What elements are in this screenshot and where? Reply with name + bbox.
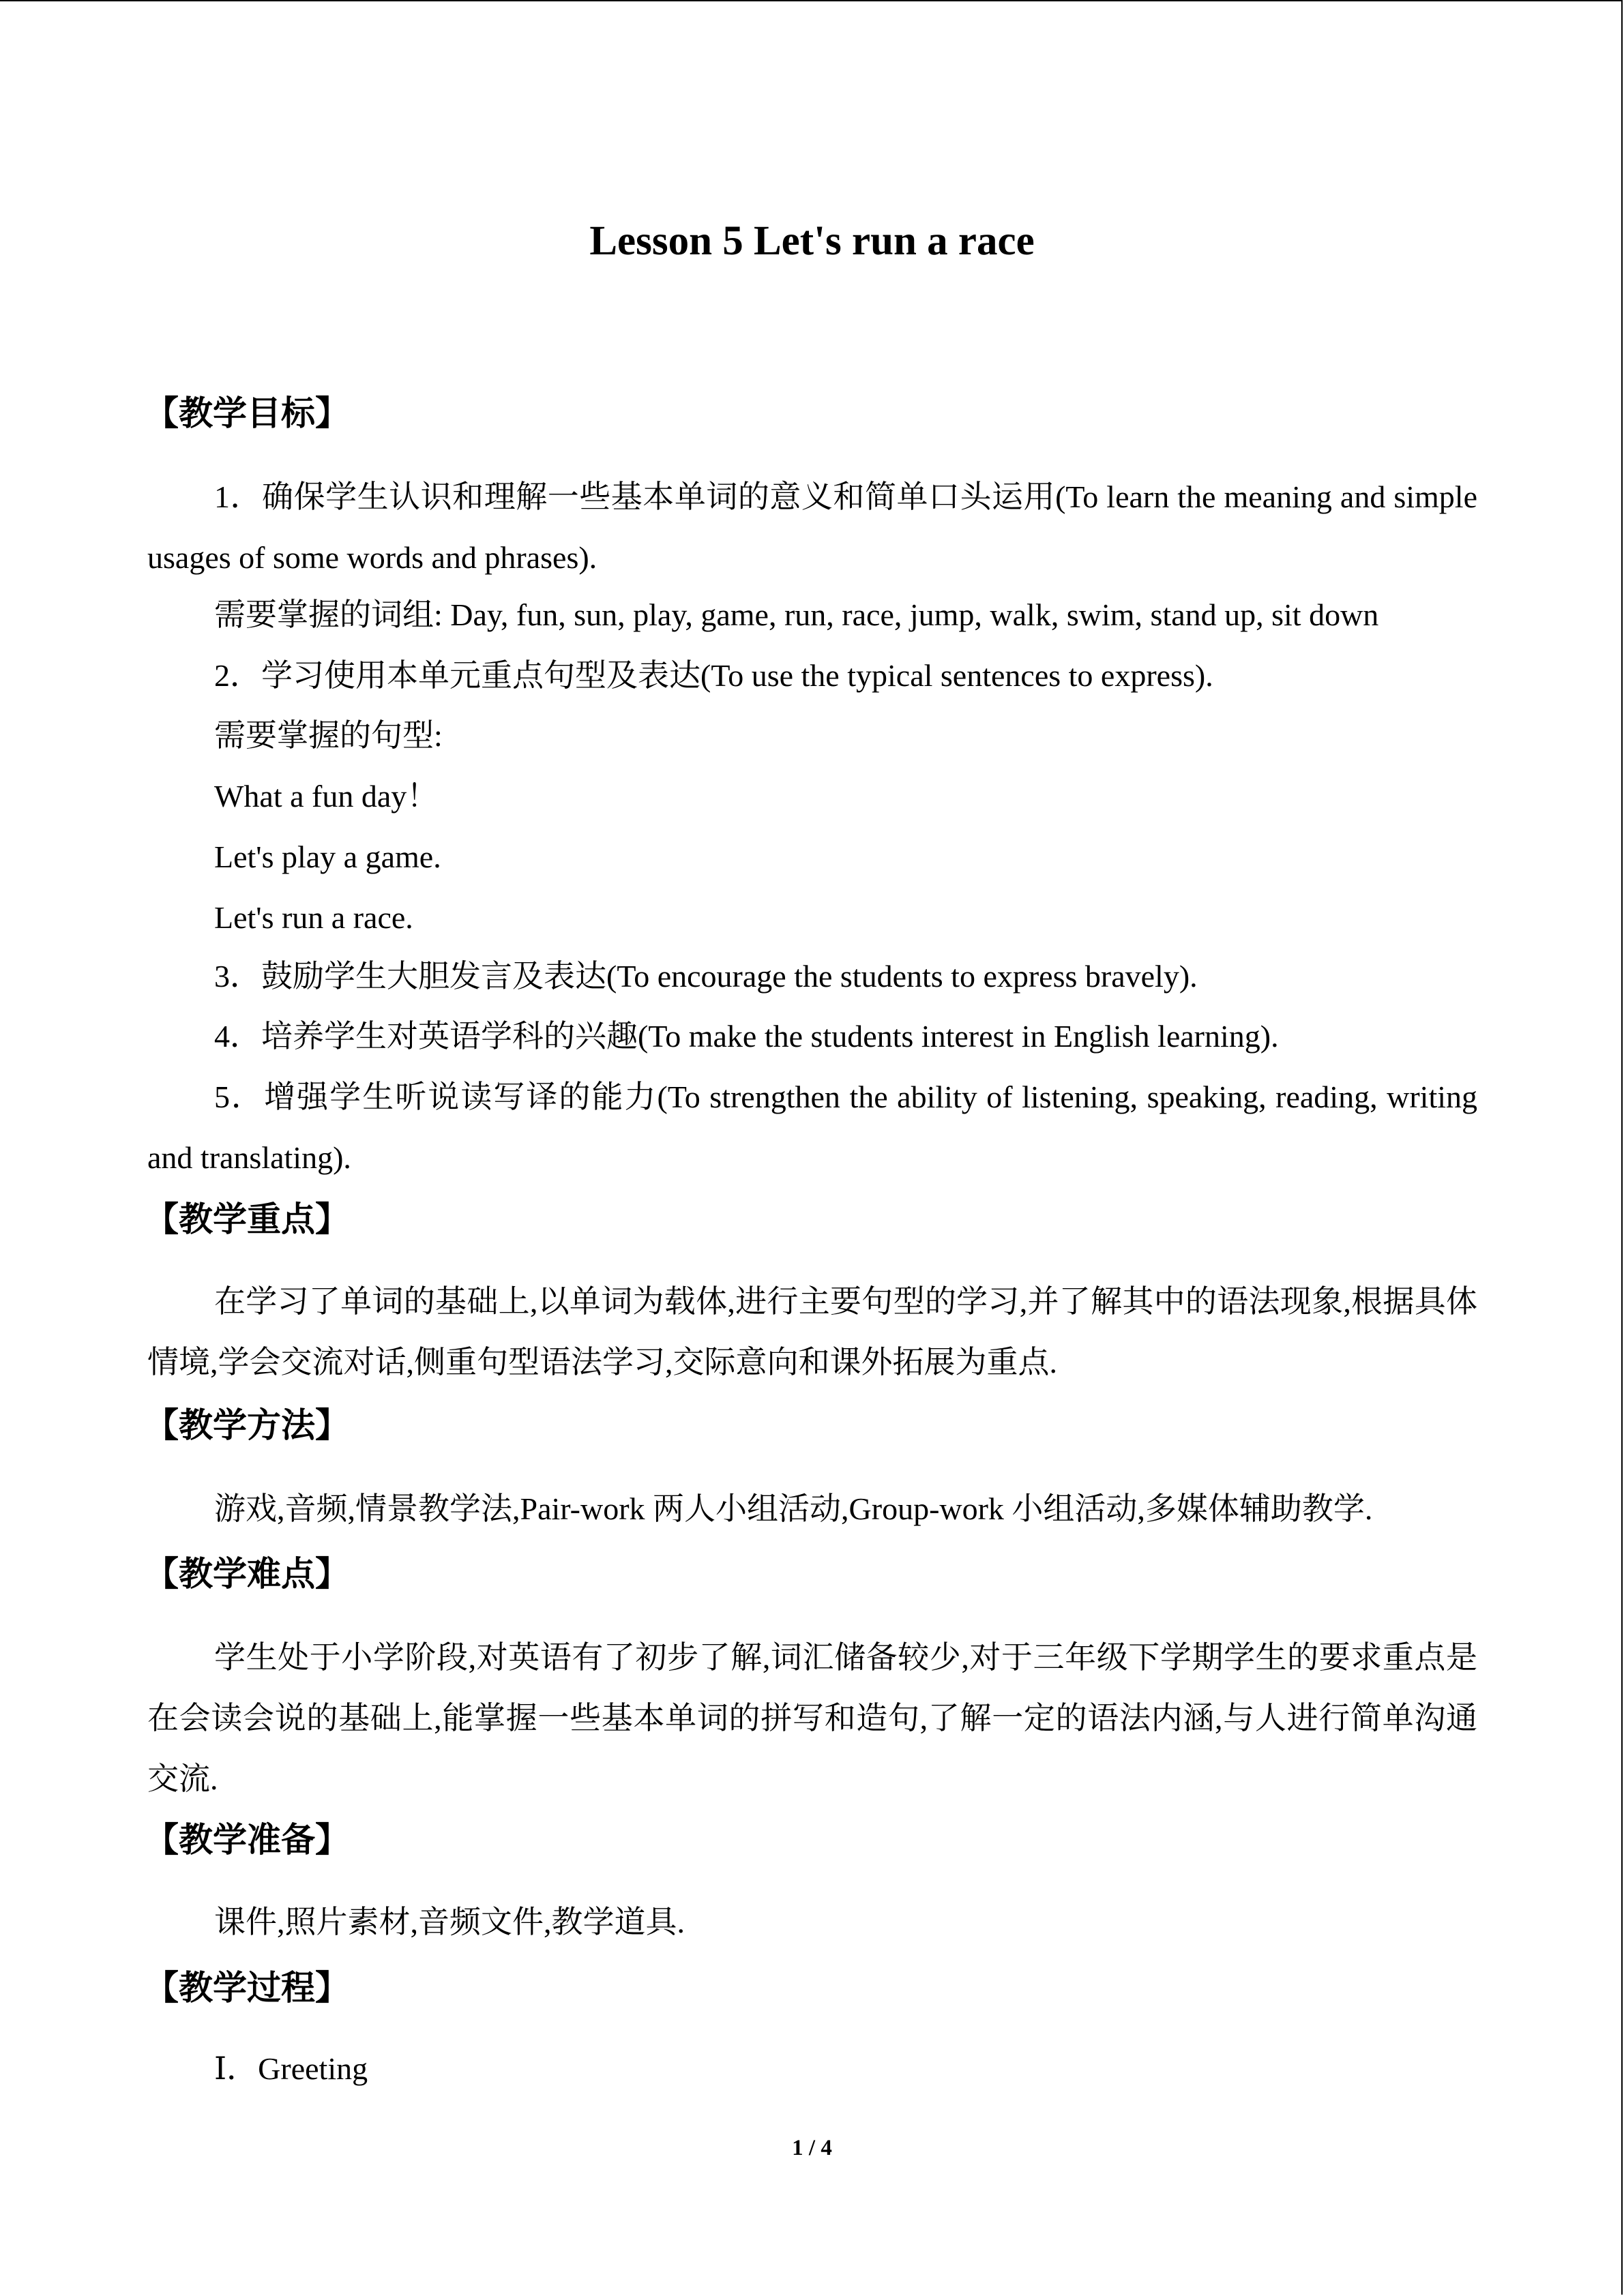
objective-item-1-words: 需要掌握的词组: Day, fun, sun, play, game, run, race, jump, walk, swim, stand up, sit down [214, 597, 1379, 632]
preparation-text: 课件,照片素材,音频文件,教学道具. [214, 1905, 685, 1939]
heading-process: 【教学过程】 [145, 1969, 349, 2007]
page-number: 1 / 4 [792, 2136, 832, 2160]
heading-key-points: 【教学重点】 [145, 1200, 349, 1238]
objective-item-5: 5．增强学生听说读写译的能力(To strengthen the ability of listening, speaking, reading, writing and translating). [147, 1079, 1477, 1175]
difficulties-text: 学生处于小学阶段,对英语有了初步了解,词汇储备较少,对于三年级下学期学生的要求重点是在会读会说的基础上,能掌握一些基本单词的拼写和造句,了解一定的语法内涵,与人进行简单沟通交流. [147, 1640, 1477, 1796]
process-step-1: Ⅰ．Greeting [214, 2051, 368, 2086]
sentence-what-a-fun-day: What a fun day！ [214, 779, 439, 814]
objective-item-4: 4．培养学生对英语学科的兴趣(To make the students interest in English learning). [214, 1019, 1279, 1054]
heading-preparation: 【教学准备】 [145, 1821, 349, 1859]
objective-item-1: 1．确保学生认识和理解一些基本单词的意义和简单口头运用(To learn the meaning and simple usages of some words and phrases). [147, 479, 1477, 575]
objective-item-2: 2．学习使用本单元重点句型及表达(To use the typical sentences to express). [214, 658, 1213, 693]
heading-methods: 【教学方法】 [145, 1406, 349, 1444]
methods-text: 游戏,音频,情景教学法,Pair-work 两人小组活动,Group-work 小组活动,多媒体辅助教学. [214, 1491, 1373, 1526]
heading-difficulties: 【教学难点】 [145, 1555, 349, 1593]
heading-objectives: 【教学目标】 [145, 394, 349, 432]
key-points-text: 在学习了单词的基础上,以单词为载体,进行主要句型的学习,并了解其中的语法现象,根据具体情境,学会交流对话,侧重句型语法学习,交际意向和课外拓展为重点. [147, 1284, 1478, 1380]
objective-item-2-sub: 需要掌握的句型: [214, 718, 443, 753]
document-title: Lesson 5 Let's run a race [589, 218, 1035, 264]
sentence-lets-play-a-game: Let's play a game. [214, 839, 441, 874]
objective-item-3: 3．鼓励学生大胆发言及表达(To encourage the students to express bravely). [214, 959, 1198, 994]
sentence-lets-run-a-race: Let's run a race. [214, 900, 413, 935]
